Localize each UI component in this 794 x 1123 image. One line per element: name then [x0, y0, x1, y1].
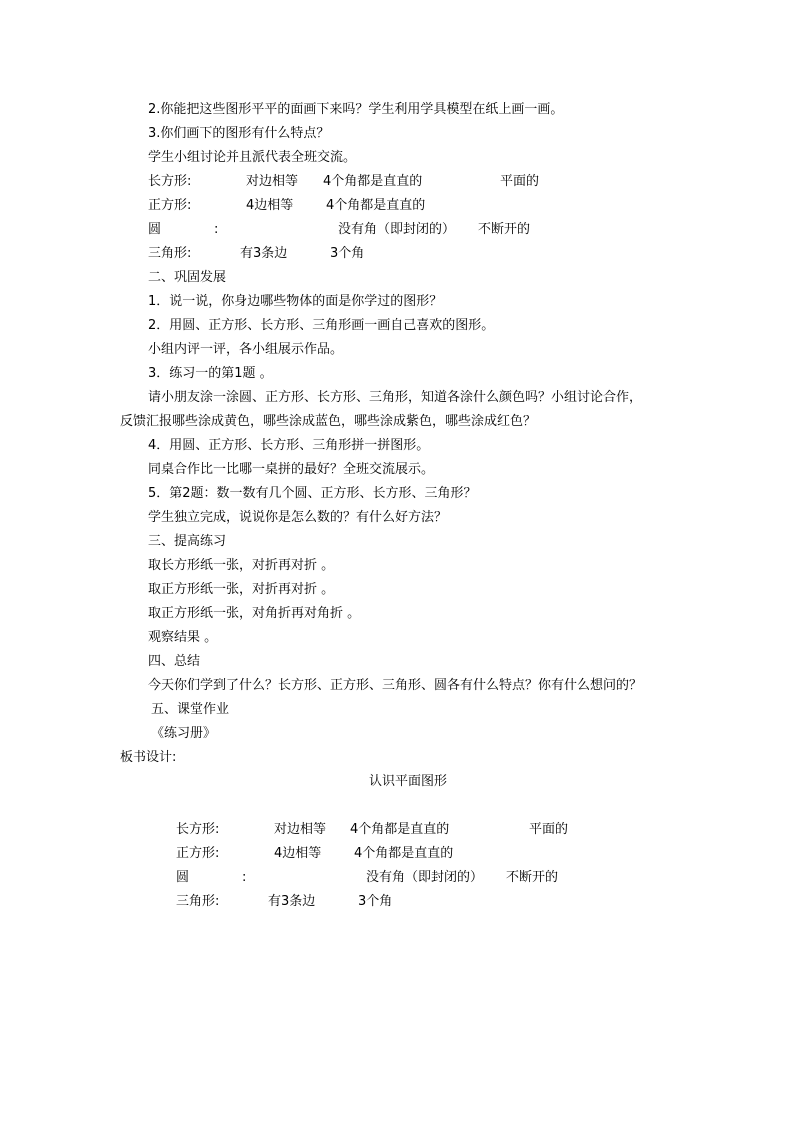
shape-name: 正方形:	[148, 198, 192, 213]
paragraph-line: 2．用圆、正方形、长方形、三角形画一画自己喜欢的图形。	[148, 318, 495, 333]
feature-text: 4边相等	[246, 198, 294, 213]
feature-text: 4个角都是直直的	[326, 198, 426, 213]
paragraph-line: 请小朋友涂一涂圆、正方形、长方形、三角形，知道各涂什么颜色吗？小组讨论合作，	[148, 390, 643, 405]
feature-text: 不断开的	[478, 222, 531, 237]
paragraph-line: 学生小组讨论并且派代表全班交流。	[148, 150, 357, 165]
board-title: 认识平面图形	[369, 774, 448, 789]
board-label: 板书设计:	[120, 750, 177, 765]
section-heading: 三、提高练习	[148, 534, 227, 549]
paragraph-line: 学生独立完成，说说你是怎么数的？有什么好方法？	[148, 510, 448, 525]
paragraph-line: 3.你们画下的图形有什么特点？	[148, 126, 330, 141]
shape-name: 长方形:	[176, 822, 220, 837]
paragraph-line: 同桌合作比一比哪一桌拼的最好？全班交流展示。	[148, 462, 435, 477]
paragraph-line: 《练习册》	[151, 726, 217, 741]
feature-text: 4个角都是直直的	[350, 822, 450, 837]
feature-text: 不断开的	[506, 870, 559, 885]
feature-text: 有3条边	[240, 246, 288, 261]
shape-name: 三角形:	[176, 894, 220, 909]
feature-text: 平面的	[500, 174, 540, 189]
paragraph-line: 1．说一说，你身边哪些物体的面是你学过的图形？	[148, 294, 443, 309]
section-heading: 二、巩固发展	[148, 270, 227, 285]
feature-text: 平面的	[529, 822, 569, 837]
shape-name: 圆	[176, 870, 190, 885]
colon: :	[214, 222, 219, 237]
section-heading: 五、课堂作业	[151, 702, 230, 717]
paragraph-line: 取正方形纸一张，对角折再对角折 。	[148, 606, 361, 621]
shape-name: 三角形:	[148, 246, 192, 261]
shape-name: 圆	[148, 222, 162, 237]
feature-text: 4边相等	[274, 846, 322, 861]
paragraph-line: 观察结果 。	[148, 630, 218, 645]
feature-text: 对边相等	[246, 174, 299, 189]
feature-text: 3个角	[358, 894, 393, 909]
colon: :	[242, 870, 247, 885]
feature-text: 对边相等	[274, 822, 327, 837]
feature-text: 没有角（即封闭的）	[338, 222, 456, 237]
feature-text: 3个角	[330, 246, 365, 261]
section-heading: 四、总结	[148, 654, 201, 669]
paragraph-line: 取长方形纸一张，对折再对折 。	[148, 558, 335, 573]
paragraph-line: 3．练习一的第1题 。	[148, 366, 273, 381]
feature-text: 4个角都是直直的	[354, 846, 454, 861]
feature-text: 4个角都是直直的	[323, 174, 423, 189]
paragraph-line: 5．第2题：数一数有几个圆、正方形、长方形、三角形？	[148, 486, 477, 501]
feature-text: 有3条边	[268, 894, 316, 909]
paragraph-line: 取正方形纸一张，对折再对折 。	[148, 582, 335, 597]
shape-name: 长方形:	[148, 174, 192, 189]
feature-text: 没有角（即封闭的）	[366, 870, 484, 885]
paragraph-line: 今天你们学到了什么？长方形、正方形、三角形、圆各有什么特点？你有什么想问的？	[148, 678, 643, 693]
paragraph-line: 2.你能把这些图形平平的面画下来吗？学生利用学具模型在纸上画一画。	[148, 102, 564, 117]
paragraph-line: 4．用圆、正方形、长方形、三角形拼一拼图形。	[148, 438, 430, 453]
paragraph-line: 小组内评一评，各小组展示作品。	[148, 342, 344, 357]
shape-name: 正方形:	[176, 846, 220, 861]
paragraph-line: 反馈汇报哪些涂成黄色，哪些涂成蓝色，哪些涂成紫色，哪些涂成红色？	[120, 414, 537, 429]
